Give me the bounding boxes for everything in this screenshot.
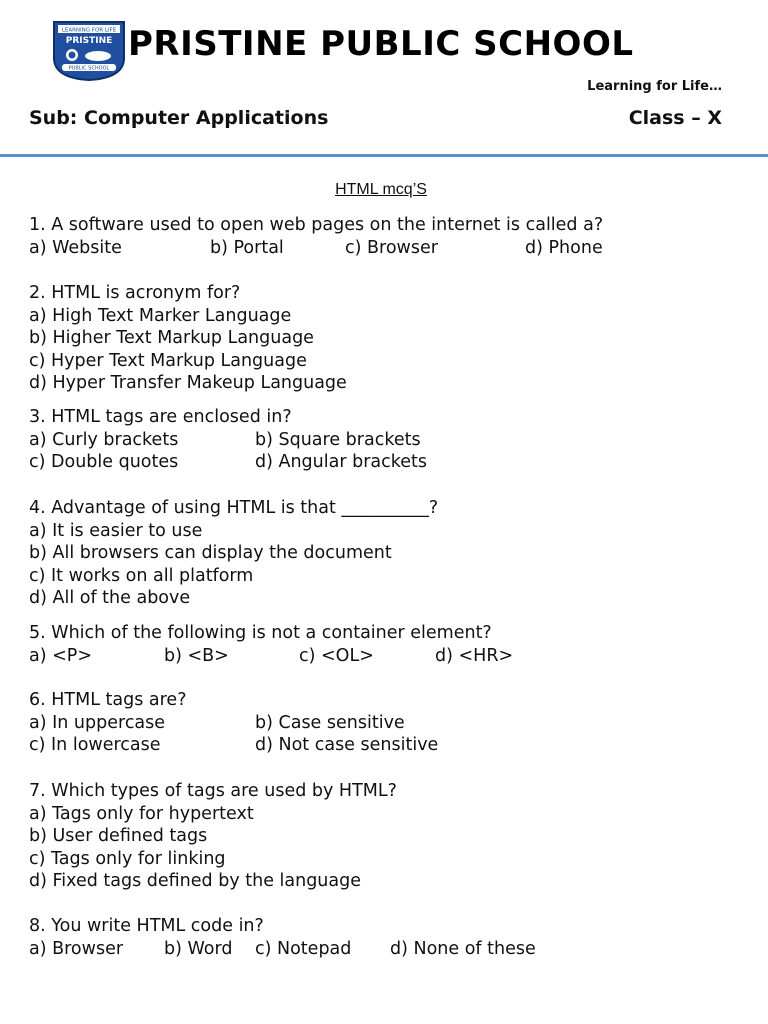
options-row (29, 712, 405, 735)
school-name: PRISTINE PUBLIC SCHOOL (128, 24, 634, 64)
question-text: 3. HTML tags are enclosed in? (29, 407, 292, 427)
question-8 (29, 915, 536, 960)
options-row (29, 451, 428, 474)
options-row (29, 237, 603, 260)
option: a) High Text Marker Language (29, 305, 292, 326)
option: b) Higher Text Markup Language (29, 328, 314, 349)
option: b) Square brackets (255, 429, 421, 450)
logo-text-main: PRISTINE (65, 36, 113, 46)
option: d) Not case sensitive (255, 735, 439, 756)
option: d) None of these (390, 938, 536, 959)
option: b) <B> (164, 645, 229, 666)
options-row (29, 645, 514, 668)
question-text: 8. You write HTML code in? (29, 916, 264, 936)
option: b) All browsers can display the document (29, 543, 392, 564)
question-text: 6. HTML tags are? (29, 690, 187, 710)
option: b) Portal (210, 237, 284, 258)
question-text: 1. A software used to open web pages on the internet is called a? (29, 215, 604, 235)
header-divider (0, 154, 768, 157)
option: c) Browser (345, 237, 438, 258)
option: d) Phone (525, 237, 603, 258)
option: b) User defined tags (29, 826, 208, 847)
class-label: Class – X (628, 107, 722, 129)
tagline: Learning for Life… (587, 79, 722, 94)
option: c) Tags only for linking (29, 848, 226, 869)
option: a) It is easier to use (29, 520, 203, 541)
question-text: 5. Which of the following is not a container element? (29, 623, 492, 643)
option: a) In uppercase (29, 712, 166, 733)
option: c) It works on all platform (29, 565, 254, 586)
option: c) Hyper Text Markup Language (29, 350, 307, 371)
option: d) <HR> (435, 645, 514, 666)
question-4 (29, 497, 438, 610)
school-logo (50, 18, 128, 82)
options-row (29, 734, 439, 757)
question-7 (29, 780, 397, 893)
question-1 (29, 214, 603, 259)
option: d) Hyper Transfer Makeup Language (29, 373, 347, 394)
subject-label: Sub: Computer Applications (29, 107, 329, 129)
option: c) In lowercase (29, 735, 161, 756)
option: a) Website (29, 237, 122, 258)
option: a) Browser (29, 938, 124, 959)
option: b) Case sensitive (255, 712, 405, 733)
option: b) Word (164, 938, 233, 959)
option: c) Double quotes (29, 452, 179, 473)
option: a) <P> (29, 645, 92, 666)
worksheet-title: HTML mcq’S (335, 181, 427, 198)
question-5 (29, 622, 514, 667)
option: d) Fixed tags defined by the language (29, 871, 361, 892)
question-text: 4. Advantage of using HTML is that __________? (29, 498, 439, 518)
option: d) Angular brackets (255, 452, 428, 473)
option: c) Notepad (255, 938, 352, 959)
options-row (29, 429, 421, 452)
logo-text-bottom: PUBLIC SCHOOL (68, 65, 110, 72)
option: a) Tags only for hypertext (29, 803, 254, 824)
logo-text-top: LEARNING FOR LIFE (61, 27, 117, 34)
options-row (29, 938, 536, 961)
question-3 (29, 406, 428, 474)
question-2 (29, 282, 347, 395)
option: c) <OL> (299, 645, 374, 666)
option: a) Curly brackets (29, 429, 179, 450)
question-6 (29, 689, 439, 757)
question-text: 2. HTML is acronym for? (29, 283, 241, 303)
question-text: 7. Which types of tags are used by HTML? (29, 781, 397, 801)
option: d) All of the above (29, 588, 191, 609)
